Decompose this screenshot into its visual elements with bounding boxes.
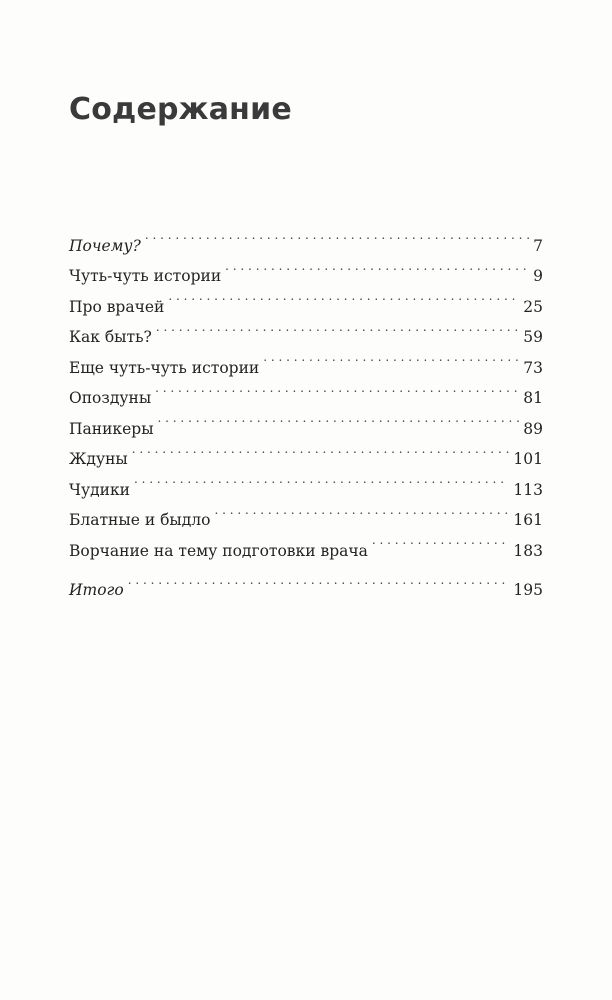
toc-entry-page: 25 (523, 297, 543, 316)
dot-leader (134, 464, 509, 495)
dot-leader (128, 565, 510, 596)
dot-leader (263, 342, 519, 373)
toc-entry-page: 89 (523, 419, 543, 438)
toc-entry-page: 59 (523, 328, 543, 346)
toc-entry-title: Ворчание на тему подготовки врача (69, 541, 368, 560)
toc-entry-title: Чуть-чуть истории (69, 267, 222, 285)
dot-leader (168, 281, 519, 312)
dot-leader (372, 525, 510, 556)
toc-entry-title: Еще чуть-чуть истории (69, 358, 260, 377)
toc-entry-title: Ждуны (69, 450, 128, 468)
toc-entry-page: 195 (513, 581, 543, 599)
toc-entry-page: 101 (513, 450, 543, 468)
toc-entry-title: Паникеры (69, 419, 154, 438)
dot-leader (214, 495, 509, 526)
page-title: Содержание (69, 92, 292, 127)
toc-entry-page: 7 (533, 236, 543, 255)
toc-entry-title: Почему? (69, 236, 141, 255)
table-of-contents (69, 220, 543, 599)
toc-entry-page: 9 (533, 267, 543, 285)
toc-entry (69, 464, 543, 499)
dot-leader (145, 220, 529, 251)
toc-entry-title: Блатные и быдло (69, 511, 211, 529)
toc-entry (69, 220, 543, 255)
dot-leader (132, 434, 510, 465)
toc-entry (69, 565, 543, 599)
toc-entry-title: Про врачей (69, 297, 165, 316)
toc-entry-title: Опоздуны (69, 389, 152, 407)
dot-leader (155, 373, 519, 404)
toc-entry-page: 73 (523, 358, 543, 377)
toc-entry-title: Как быть? (69, 328, 152, 346)
dot-leader (225, 251, 529, 282)
toc-entry-page: 161 (513, 511, 543, 529)
toc-entry-title: Чудики (69, 480, 130, 499)
toc-entry-page: 113 (513, 480, 543, 499)
toc-entry-title: Итого (69, 581, 124, 599)
toc-entry-page: 81 (523, 389, 543, 407)
dot-leader (158, 403, 520, 434)
toc-entry-page: 183 (513, 541, 543, 560)
dot-leader (156, 312, 519, 343)
toc-entry (69, 434, 543, 468)
toc-entry (69, 495, 543, 529)
